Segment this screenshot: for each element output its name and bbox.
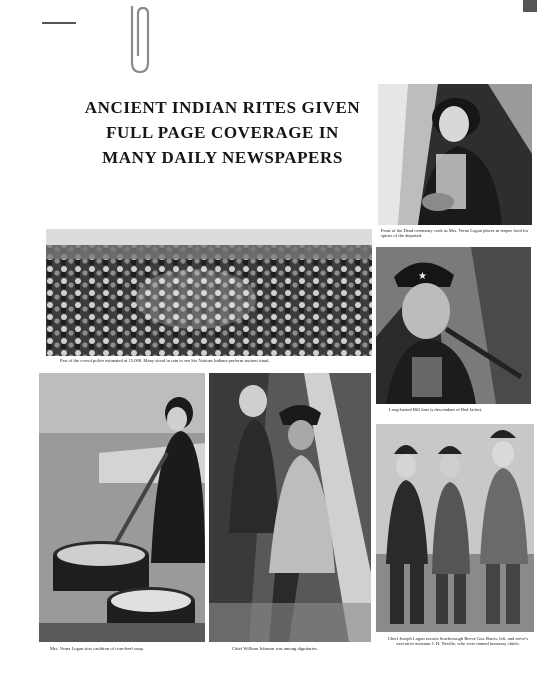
caption-honorary-chiefs: Chief Joseph Logan escorts Scarborough Reeve Gus Harris, left, and reeve's executive assistant J. H. Neville, who were named honorary chiefs. (387, 636, 529, 647)
caption-chief-johnson: Chief William Johnson was among dignitaries. (232, 646, 318, 651)
headline-line-2: FULL PAGE COVERAGE IN (106, 123, 339, 142)
caption-soup: Mrs. Verna Logan stirs cauldron of corn-beef soup. (50, 646, 144, 651)
headline-line-3: MANY DAILY NEWSPAPERS (102, 148, 343, 167)
corner-mark (523, 0, 537, 12)
caption-crowd: Part of the crowd police estimated at 15,000. Many stood in rain to see Six Nations Indians perform ancient ritual. (60, 358, 270, 363)
headline-line-1: ANCIENT INDIAN RITES GIVEN (84, 98, 361, 117)
photo-soup-cauldron (39, 373, 205, 642)
photo-bill-jons (376, 247, 531, 404)
scan-dash-mark (42, 22, 76, 24)
caption-feast: Feast of the Dead ceremony cook as Mrs. Verna Logan places in teepee food for spirits of the departed. (381, 228, 529, 239)
caption-bill-jons: Long-haired Bill Jons is descendant of Red Jacket. (389, 407, 483, 412)
photo-feast-teepee (378, 84, 532, 225)
photo-crowd (46, 229, 372, 356)
page-headline (80, 95, 365, 170)
photo-chief-johnson (209, 373, 371, 642)
paper-clip-icon (122, 4, 154, 76)
photo-honorary-chiefs (376, 424, 534, 632)
svg-text:★: ★ (418, 271, 427, 282)
